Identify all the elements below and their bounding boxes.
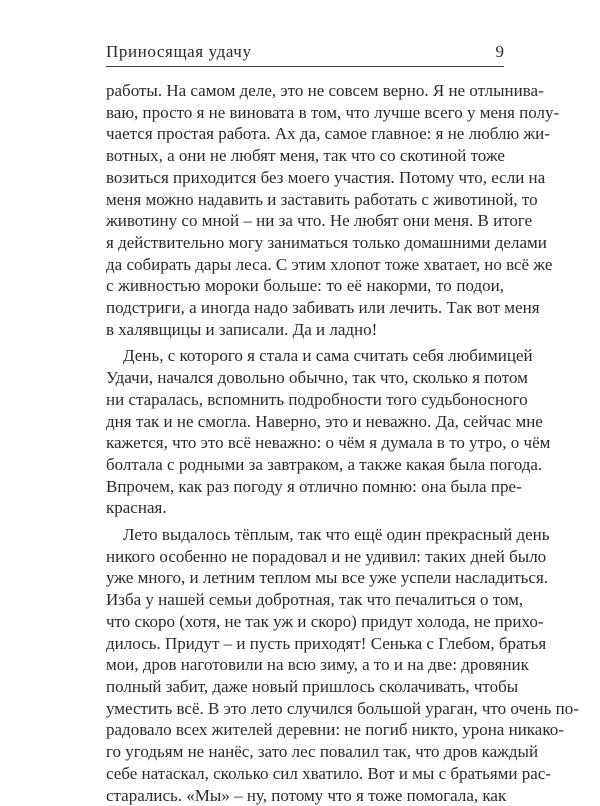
text-line: мои, дров наготовили на всю зиму, а то и на две: дровяник bbox=[106, 654, 504, 676]
text-line: красная. bbox=[106, 497, 504, 519]
text-line: подстриги, а иногда надо забивать или лечить. Так вот меня bbox=[106, 297, 504, 319]
text-line: Удачи, начался довольно обычно, так что, сколько я потом bbox=[106, 367, 504, 389]
text-line: себе натаскал, сколько сил хватило. Вот и мы с братьями рас- bbox=[106, 763, 504, 785]
text-line: болтала с родными за завтраком, а также какая была погода. bbox=[106, 454, 504, 476]
paragraph bbox=[106, 345, 504, 519]
text-line: ваю, просто я не виновата в том, что лучше всего у меня полу- bbox=[106, 102, 504, 124]
text-line: возиться приходится без моего участия. Потому что, если на bbox=[106, 167, 504, 189]
text-line: никого особенно не порадовал и не удивил: таких дней было bbox=[106, 546, 504, 568]
text-line: ни старалась, вспомнить подробности того судьбоносного bbox=[106, 389, 504, 411]
text-line: да собирать дары леса. С этим хлопот тоже хватает, но всё же bbox=[106, 254, 504, 276]
text-line: го угодьям не нанёс, зато лес повалил так, что дров каждый bbox=[106, 741, 504, 763]
body-text bbox=[106, 80, 504, 806]
text-line: уже много, и летним теплом мы все уже успели насладиться. bbox=[106, 567, 504, 589]
text-line: Впрочем, как раз погоду я отлично помню: она была пре- bbox=[106, 476, 504, 498]
text-line: полный забит, даже новый пришлось сколачивать, чтобы bbox=[106, 676, 504, 698]
text-line: в халявщицы и записали. Да и ладно! bbox=[106, 319, 504, 341]
text-line: что скоро (хотя, не так уж и скоро) придут холода, не прихо- bbox=[106, 611, 504, 633]
text-line: дня так и не смогла. Наверно, это и неважно. Да, сейчас мне bbox=[106, 411, 504, 433]
text-line: животину со мной – ни за что. Не любят они меня. В итоге bbox=[106, 210, 504, 232]
text-line: Изба у нашей семьи добротная, так что печалиться о том, bbox=[106, 589, 504, 611]
running-header bbox=[106, 36, 504, 67]
text-line: работы. На самом деле, это не совсем верно. Я не отлынива- bbox=[106, 80, 504, 102]
text-line: я действительно могу заниматься только домашними делами bbox=[106, 232, 504, 254]
text-line: радовало всех жителей деревни: не погиб никто, урона никако- bbox=[106, 719, 504, 741]
text-line: меня можно надавить и заставить работать с животиной, то bbox=[106, 189, 504, 211]
text-line: вотных, а они не любят меня, так что со скотиной тоже bbox=[106, 145, 504, 167]
paragraph bbox=[106, 80, 504, 340]
text-line: кажется, что это всё неважно: о чём я думала в то утро, о чём bbox=[106, 432, 504, 454]
text-line: старались. «Мы» – ну, потому что я тоже помогала, как bbox=[106, 785, 504, 806]
running-title: Приносящая удачу bbox=[106, 42, 252, 62]
text-line: Лето выдалось тёплым, так что ещё один прекрасный день bbox=[106, 524, 504, 546]
text-line: с живностью мороки больше: то её накорми, то подои, bbox=[106, 275, 504, 297]
text-line: уместить всё. В это лето случился большой ураган, что очень по- bbox=[106, 698, 504, 720]
text-line: чается простая работа. Ах да, самое главное: я не люблю жи- bbox=[106, 123, 504, 145]
paragraph bbox=[106, 524, 504, 806]
text-line: дилось. Придут – и пусть приходят! Сенька с Глебом, братья bbox=[106, 633, 504, 655]
page-number: 9 bbox=[496, 42, 505, 62]
text-line: День, с которого я стала и сама считать себя любимицей bbox=[106, 345, 504, 367]
